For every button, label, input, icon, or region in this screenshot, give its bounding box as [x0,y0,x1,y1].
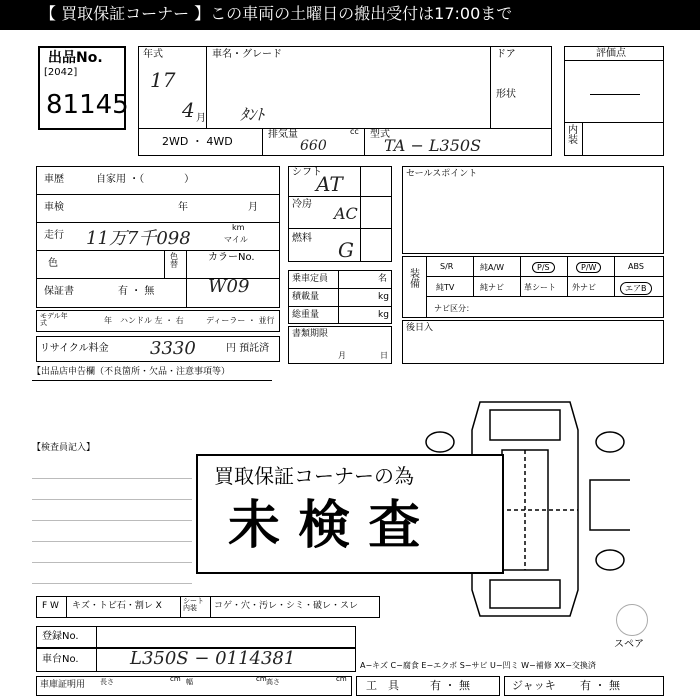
inspection-label: 車検 [44,202,64,213]
equip-navi: 純ナビ [480,283,504,292]
damage-legend: A−キズ C−腐食 E−エクボ S−サビ U−凹ミ W−補修 XX−交換済 [360,661,596,670]
spare-tire-icon [616,604,648,636]
color-change: 色替 [170,252,178,269]
garage-len-unit: cm [170,675,181,683]
lot-number: 81145 [46,90,129,120]
garage-label: 車庫証明用 [40,680,86,690]
registration-row [36,626,356,648]
equip-tv: 純TV [436,283,455,292]
docs-month: 月 [338,351,346,360]
dealer-text: ディーラー ・ 並行 [206,316,275,325]
equip-aw: 純A/W [480,263,505,272]
score-box [564,46,664,156]
sales-point-label: セールスポイント [406,169,478,179]
recycle-label: リサイクル料金 [40,343,109,354]
equip-ps: P/S [532,262,555,273]
recycle-unit: 円 預託済 [226,343,270,354]
equip-pw: P/W [576,262,601,273]
remarks-label: 【出品店申告欄（不良箇所・欠品・注意事項等） [32,367,231,377]
garage-width-unit: cm [256,675,267,683]
displacement-hw: 660 [300,138,327,154]
ac-label: 冷房 [292,199,312,210]
jack-value: 有 ・ 無 [580,679,620,692]
gross-label: 総重量 [292,310,320,320]
year-label: 年式 [143,49,163,60]
mileage-hw: 11万7千098 [86,228,191,249]
inspection-month: 月 [248,202,258,213]
equip-sr: S/R [440,262,454,271]
interior-label: 内装 [568,125,578,146]
banner-text: 【 買取保証コーナー 】この車両の土曜日の搬出受付は17:00まで [40,4,513,23]
shift-label: シフト [292,167,322,178]
color-no-hw: W09 [208,276,250,297]
fw-items: キズ・トビ石・割レ X [72,601,162,611]
door-label: ドア [496,49,516,60]
drive-text: 2WD ・ 4WD [162,135,233,148]
sales-point-box [402,166,664,254]
fuel-hw: G [338,238,354,262]
equip-leather: 革シート [524,283,556,292]
color-no-label: カラーNo. [208,252,255,263]
load-label: 積載量 [292,292,320,302]
docs-label: 書類期限 [292,329,329,339]
chassis-hw: L350S − 0114381 [130,648,296,669]
equip-airbag: エアB [620,282,652,295]
tools-label: 工 具 [366,679,399,692]
type-hw: TA − L350S [384,136,482,155]
jack-label: ジャッキ [512,679,556,692]
equipment-label: 装備 [410,269,420,290]
mileage-mile: マイル [224,235,248,244]
fuel-label: 燃料 [292,233,312,244]
lot-label: 出品No. [48,50,103,66]
spare-label: スペア [614,639,644,650]
fw-label: F W [42,601,59,611]
registration-label: 登録No. [42,631,79,642]
docs-day: 日 [380,351,388,360]
seat-label: シート内装 [183,597,204,612]
color-label: 色 [48,258,58,269]
recycle-hw: 3330 [150,338,196,359]
score-label: 評価点 [596,48,626,59]
month-unit: 月 [196,113,206,124]
type-label: 型式 [370,129,390,140]
navi-type: ナビ区分： [434,304,474,313]
shape-label: 形状 [496,89,516,100]
shift-hw: AT [316,172,343,196]
inspector-label: 【検査員記入】 [32,443,96,453]
chassis-label: 車台No. [42,654,79,665]
garage-width: 幅 [186,678,193,686]
score-dash [590,94,640,95]
afterfit-label: 後日入 [406,323,434,333]
equip-ext-navi: 外ナビ [572,283,596,292]
mileage-label: 走行 [44,230,64,241]
stamp-line2: 未 検 査 [228,496,421,556]
handle-text: ハンドル 左 ・ 右 [120,316,184,325]
garage-height-unit: cm [336,675,347,683]
inspector-lines [32,458,192,586]
warranty-label: 保証書 [44,286,74,297]
month-hw: 4 [182,98,195,122]
tools-value: 有 ・ 無 [430,679,470,692]
displacement-unit: cc [350,127,359,136]
seat-items: コゲ・穴・汚レ・シミ・破レ・スレ [214,601,359,611]
model-hw: ﾀﾝﾄ [240,105,265,124]
year-hw: 17 [150,68,176,92]
gross-unit: kg [378,310,389,320]
stamp-line1: 買取保証コーナーの為 [214,464,414,488]
load-unit: kg [378,292,389,302]
warranty-value: 有 ・ 無 [118,286,155,297]
model-label: 車名・グレード [212,49,282,60]
garage-len: 長さ [100,678,114,686]
afterfit-box [402,320,664,364]
lot-small: [2042] [44,67,78,78]
ac-hw: AC [334,204,358,223]
history-label: 車歴 [44,174,64,185]
displacement-label: 排気量 [268,129,298,140]
history-value: 自家用 ・（ ） [96,174,195,185]
mileage-km: km [232,223,245,232]
inspection-year: 年 [178,202,188,213]
capacity-unit: 名 [378,274,388,284]
garage-height: 高さ [266,678,280,686]
model-year-unit: 年 [104,316,112,325]
capacity-label: 乗車定員 [292,274,329,284]
equip-abs: ABS [628,262,644,271]
model-year-label: モデル年式 [40,312,68,327]
